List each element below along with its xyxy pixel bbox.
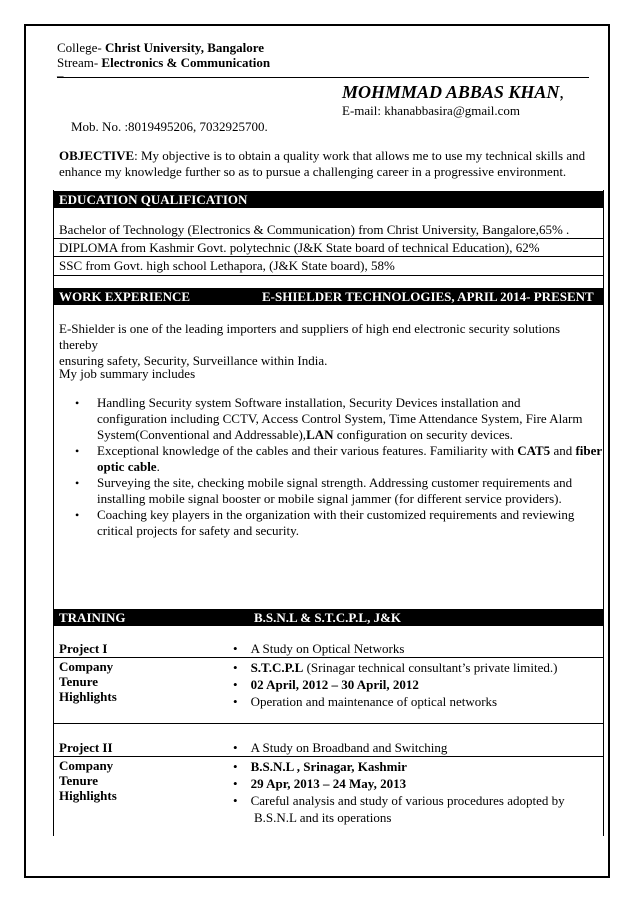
summary-intro: My job summary includes [59, 366, 196, 381]
bullet-line: Surveying the site, checking mobile signal strength. Addressing customer requirements and [97, 475, 573, 490]
education-row: DIPLOMA from Kashmir Govt. polytechnic (J&K State board of technical Education), 62% [59, 240, 540, 255]
work-heading: WORK EXPERIENCE [59, 289, 191, 304]
right-rule [603, 190, 604, 836]
college-line [57, 40, 264, 56]
education-row: SSC from Govt. high school Lethapora, (J&K State board), 58% [59, 258, 395, 273]
project-separator [53, 723, 604, 724]
project2-divider [53, 756, 604, 757]
training-heading: TRAINING [59, 610, 126, 625]
email: E-mail: khanabbasira@gmail.com [342, 103, 521, 118]
work-company-heading: E-SHIELDER TECHNOLOGIES, APRIL 2014- PRESENT [262, 289, 594, 304]
education-heading-bar [53, 191, 604, 208]
list-item [75, 395, 603, 443]
objective-label: OBJECTIVE [59, 148, 135, 163]
name-comma: , [559, 82, 564, 102]
bullet-icon: • [233, 694, 238, 709]
bullet-line: Handling Security system Software installation, Security Devices installation and [97, 395, 521, 410]
project2-company: B.S.N.L , Srinagar, Kashmir [250, 759, 407, 774]
bullet-line [97, 427, 603, 443]
name-text: MOHMMAD ABBAS KHAN [342, 82, 560, 102]
bullet-icon: • [233, 793, 238, 808]
bullet-icon: • [233, 660, 238, 675]
project1-company: S.T.C.P.L [250, 660, 304, 675]
objective-line1: : My objective is to obtain a quality work that allows me to use my technical skills and [134, 148, 586, 163]
bullet-text: and [550, 443, 576, 458]
project1-divider [53, 657, 604, 658]
bullet-icon: • [75, 444, 80, 458]
project1-company-rest: (Srinagar technical consultant’s private limited.) [303, 660, 558, 675]
college-value: Christ University, Bangalore [105, 40, 265, 55]
bullet-text: . [156, 459, 160, 474]
bullet-icon: • [75, 476, 80, 490]
objective-line2: enhance my knowledge further so as to pursue a challenging career in a progressive environment. [59, 164, 567, 179]
bullet-line: installing mobile signal booster or mobile signal jammer (for different service providers). [97, 491, 562, 506]
project1-highlights: Operation and maintenance of optical networks [250, 694, 498, 709]
bullet-icon: • [75, 508, 80, 522]
bullet-icon: • [233, 641, 238, 656]
bullet-bold: fiber [575, 443, 603, 458]
bullet-icon: • [75, 396, 80, 410]
highlights-label: Highlights [59, 788, 117, 803]
project2-highlights: Careful analysis and study of various procedures adopted by [250, 793, 565, 808]
project2-field-labels [59, 758, 117, 803]
list-item [75, 475, 603, 507]
project2-title-text: A Study on Broadband and Switching [250, 740, 448, 755]
education-row: Bachelor of Technology (Electronics & Communication) from Christ University, Bangalore,65% . [59, 222, 570, 237]
objective [59, 148, 602, 180]
project1-label: Project I [59, 641, 108, 656]
work-description [59, 321, 602, 369]
project1-field-values [233, 659, 557, 710]
project1-title-text: A Study on Optical Networks [250, 641, 405, 656]
bullet-bold: CAT5 [517, 443, 551, 458]
bullet-bold: LAN [306, 427, 334, 442]
candidate-name [342, 82, 564, 103]
bullet-line [97, 459, 603, 475]
bullet-icon: • [233, 759, 238, 774]
bullet-line: Coaching key players in the organization with their customized requirements and reviewing [97, 507, 575, 522]
bullet-line: configuration including CCTV, Access Control System, Time Attendance System, Fire Alarm [97, 411, 583, 426]
stream-label: Stream- [57, 55, 99, 70]
left-rule [53, 190, 54, 836]
stream-value: Electronics & Communication [101, 55, 271, 70]
work-desc-line2: ensuring safety, Security, Surveillance within India. [59, 353, 328, 368]
training-heading-bar [53, 609, 604, 626]
company-label: Company [59, 659, 114, 674]
job-summary-list [75, 395, 603, 539]
education-divider [53, 238, 604, 239]
project1-title [233, 641, 404, 657]
project1-field-labels [59, 659, 117, 704]
bullet-icon: • [233, 677, 238, 692]
bullet-text: Exceptional knowledge of the cables and their various features. Familiarity with [97, 443, 518, 458]
highlights-label: Highlights [59, 689, 117, 704]
education-divider [53, 256, 604, 257]
stream-line [57, 55, 270, 71]
bullet-text: System(Conventional and Addressable), [97, 427, 307, 442]
bullet-icon: • [233, 776, 238, 791]
project2-field-values [233, 758, 565, 826]
college-label: College- [57, 40, 102, 55]
project1-tenure: 02 April, 2012 – 30 April, 2012 [250, 677, 419, 692]
project2-highlights-cont: B.S.N.L and its operations [254, 810, 392, 825]
bullet-icon: • [233, 740, 238, 755]
tenure-label: Tenure [59, 773, 99, 788]
tenure-label: Tenure [59, 674, 99, 689]
education-heading: EDUCATION QUALIFICATION [59, 192, 248, 207]
list-item [75, 507, 603, 539]
work-heading-bar [53, 288, 604, 305]
mobile: Mob. No. :8019495206, 7032925700. [71, 119, 268, 134]
bullet-text: configuration on security devices. [333, 427, 513, 442]
project2-label: Project II [59, 740, 113, 755]
header-rule [57, 77, 589, 78]
project2-tenure: 29 Apr, 2013 – 24 May, 2013 [250, 776, 407, 791]
company-label: Company [59, 758, 114, 773]
header-dash: – [57, 68, 64, 83]
bullet-line [97, 443, 603, 459]
training-org-heading: B.S.N.L & S.T.C.P.L, J&K [254, 610, 402, 625]
bullet-line: critical projects for safety and security. [97, 523, 300, 538]
bullet-bold: optic cable [97, 459, 157, 474]
list-item [75, 443, 603, 475]
work-desc-line1: E-Shielder is one of the leading importers and suppliers of high end electronic security solutions thereby [59, 321, 561, 352]
project2-title [233, 740, 447, 756]
education-divider [53, 275, 604, 276]
